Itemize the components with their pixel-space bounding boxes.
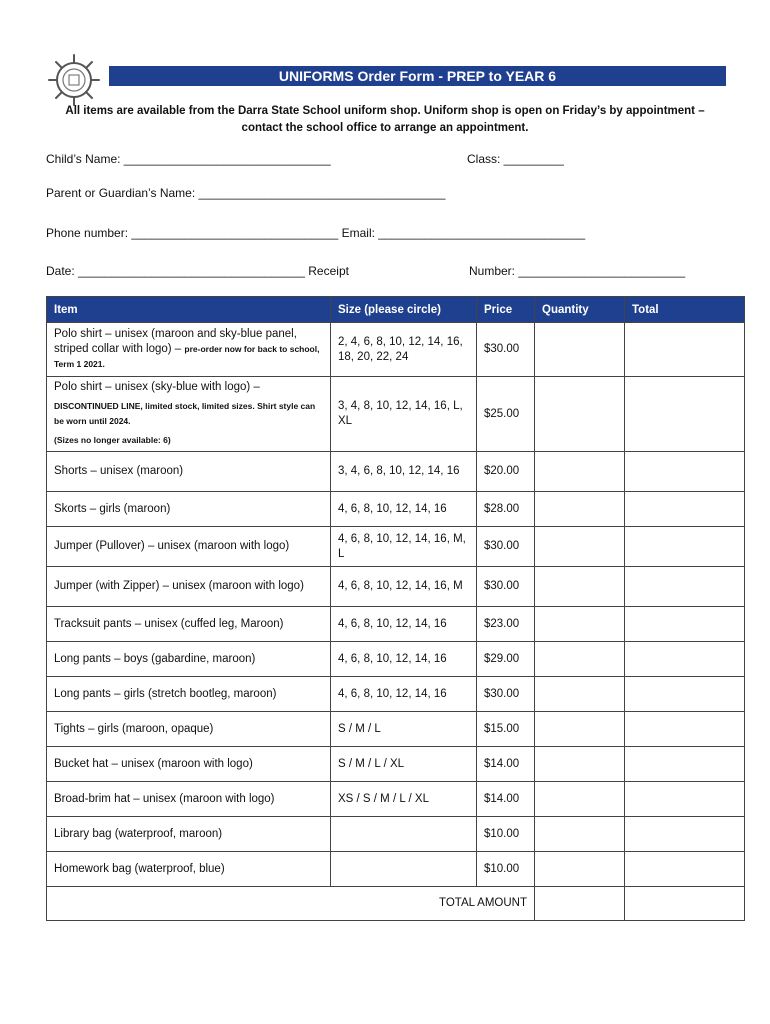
table-row	[47, 852, 745, 887]
size-cell: 4, 6, 8, 10, 12, 14, 16	[331, 607, 477, 642]
price-cell: $10.00	[477, 852, 535, 887]
size-cell: 4, 6, 8, 10, 12, 14, 16, M, L	[331, 527, 477, 567]
size-cell: 4, 6, 8, 10, 12, 14, 16	[331, 642, 477, 677]
item-cell: Polo shirt – unisex (sky-blue with logo) – DISCONTINUED LINE, limited stock, limited sizes. Shirt style can be worn until 2024. (Sizes no longer available: 6)	[47, 377, 331, 452]
table-row	[47, 712, 745, 747]
quantity-input[interactable]	[535, 747, 625, 782]
item-cell: Library bag (waterproof, maroon)	[47, 817, 331, 852]
price-cell: $30.00	[477, 527, 535, 567]
total-input[interactable]	[625, 567, 745, 607]
size-cell: 4, 6, 8, 10, 12, 14, 16, M	[331, 567, 477, 607]
item-cell: Jumper (Pullover) – unisex (maroon with logo)	[47, 527, 331, 567]
intro-text: All items are available from the Darra State School uniform shop. Uniform shop is open on Friday’s by appointment – contact the school office to arrange an appointment.	[65, 105, 705, 134]
table-row	[47, 377, 745, 452]
quantity-input[interactable]	[535, 677, 625, 712]
school-wheel-emblem-icon	[46, 52, 102, 108]
total-input[interactable]	[625, 852, 745, 887]
price-cell: $30.00	[477, 677, 535, 712]
total-input[interactable]	[625, 323, 745, 377]
class-field[interactable]: Class: _________	[467, 152, 564, 166]
table-row	[47, 642, 745, 677]
item-cell: Bucket hat – unisex (maroon with logo)	[47, 747, 331, 782]
quantity-input[interactable]	[535, 567, 625, 607]
size-cell: 3, 4, 8, 10, 12, 14, 16, L, XL	[331, 377, 477, 452]
size-cell: 4, 6, 8, 10, 12, 14, 16	[331, 492, 477, 527]
table-row	[47, 747, 745, 782]
size-cell: S / M / L	[331, 712, 477, 747]
total-input[interactable]	[625, 452, 745, 492]
price-cell: $29.00	[477, 642, 535, 677]
table-row	[47, 782, 745, 817]
total-row	[47, 887, 745, 921]
item-cell: Long pants – boys (gabardine, maroon)	[47, 642, 331, 677]
table-row	[47, 567, 745, 607]
table-row	[47, 607, 745, 642]
size-cell: 2, 4, 6, 8, 10, 12, 14, 16, 18, 20, 22, 24	[331, 323, 477, 377]
quantity-input[interactable]	[535, 782, 625, 817]
table-row	[47, 492, 745, 527]
header-total: Total	[625, 297, 745, 323]
size-cell: 3, 4, 6, 8, 10, 12, 14, 16	[331, 452, 477, 492]
total-quantity-input[interactable]	[535, 887, 625, 921]
quantity-input[interactable]	[535, 712, 625, 747]
header-price: Price	[477, 297, 535, 323]
header-size: Size (please circle)	[331, 297, 477, 323]
total-input[interactable]	[625, 642, 745, 677]
table-row	[47, 817, 745, 852]
price-cell: $14.00	[477, 782, 535, 817]
price-cell: $30.00	[477, 567, 535, 607]
total-amount-label: TOTAL AMOUNT	[47, 887, 535, 921]
form-title: UNIFORMS Order Form - PREP to YEAR 6	[109, 66, 726, 86]
price-cell: $25.00	[477, 377, 535, 452]
total-amount-input[interactable]	[625, 887, 745, 921]
size-cell	[331, 852, 477, 887]
quantity-input[interactable]	[535, 642, 625, 677]
total-input[interactable]	[625, 747, 745, 782]
total-input[interactable]	[625, 377, 745, 452]
total-input[interactable]	[625, 817, 745, 852]
quantity-input[interactable]	[535, 377, 625, 452]
quantity-input[interactable]	[535, 527, 625, 567]
table-header-row	[47, 297, 745, 323]
size-cell: XS / S / M / L / XL	[331, 782, 477, 817]
table-row	[47, 452, 745, 492]
quantity-input[interactable]	[535, 452, 625, 492]
phone-email-field[interactable]: Phone number: _______________________________ Email: _______________________________	[46, 226, 586, 240]
size-cell	[331, 817, 477, 852]
total-input[interactable]	[625, 712, 745, 747]
total-input[interactable]	[625, 782, 745, 817]
price-cell: $10.00	[477, 817, 535, 852]
quantity-input[interactable]	[535, 607, 625, 642]
total-input[interactable]	[625, 677, 745, 712]
item-cell: Polo shirt – unisex (maroon and sky-blue panel, striped collar with logo) – pre-order now for back to school, Term 1 2021.	[47, 323, 331, 377]
quantity-input[interactable]	[535, 323, 625, 377]
price-cell: $15.00	[477, 712, 535, 747]
child-name-field[interactable]: Child’s Name: _______________________________	[46, 152, 331, 166]
price-cell: $14.00	[477, 747, 535, 782]
total-input[interactable]	[625, 607, 745, 642]
price-cell: $28.00	[477, 492, 535, 527]
price-cell: $23.00	[477, 607, 535, 642]
item-cell: Skorts – girls (maroon)	[47, 492, 331, 527]
table-row	[47, 527, 745, 567]
item-cell: Jumper (with Zipper) – unisex (maroon with logo)	[47, 567, 331, 607]
quantity-input[interactable]	[535, 492, 625, 527]
quantity-input[interactable]	[535, 852, 625, 887]
order-table	[46, 296, 745, 921]
item-cell: Tights – girls (maroon, opaque)	[47, 712, 331, 747]
price-cell: $30.00	[477, 323, 535, 377]
table-row	[47, 677, 745, 712]
receipt-number-field[interactable]: Number: _________________________	[469, 264, 686, 278]
size-cell: 4, 6, 8, 10, 12, 14, 16	[331, 677, 477, 712]
header-quantity: Quantity	[535, 297, 625, 323]
item-cell: Long pants – girls (stretch bootleg, maroon)	[47, 677, 331, 712]
price-cell: $20.00	[477, 452, 535, 492]
date-receipt-field[interactable]: Date: __________________________________ Receipt	[46, 264, 349, 278]
item-cell: Tracksuit pants – unisex (cuffed leg, Maroon)	[47, 607, 331, 642]
item-cell: Broad-brim hat – unisex (maroon with logo)	[47, 782, 331, 817]
total-input[interactable]	[625, 527, 745, 567]
item-cell: Homework bag (waterproof, blue)	[47, 852, 331, 887]
table-row	[47, 323, 745, 377]
size-cell: S / M / L / XL	[331, 747, 477, 782]
total-input[interactable]	[625, 492, 745, 527]
header-item: Item	[47, 297, 331, 323]
parent-name-field[interactable]: Parent or Guardian’s Name: _____________________________________	[46, 186, 446, 200]
quantity-input[interactable]	[535, 817, 625, 852]
item-cell: Shorts – unisex (maroon)	[47, 452, 331, 492]
